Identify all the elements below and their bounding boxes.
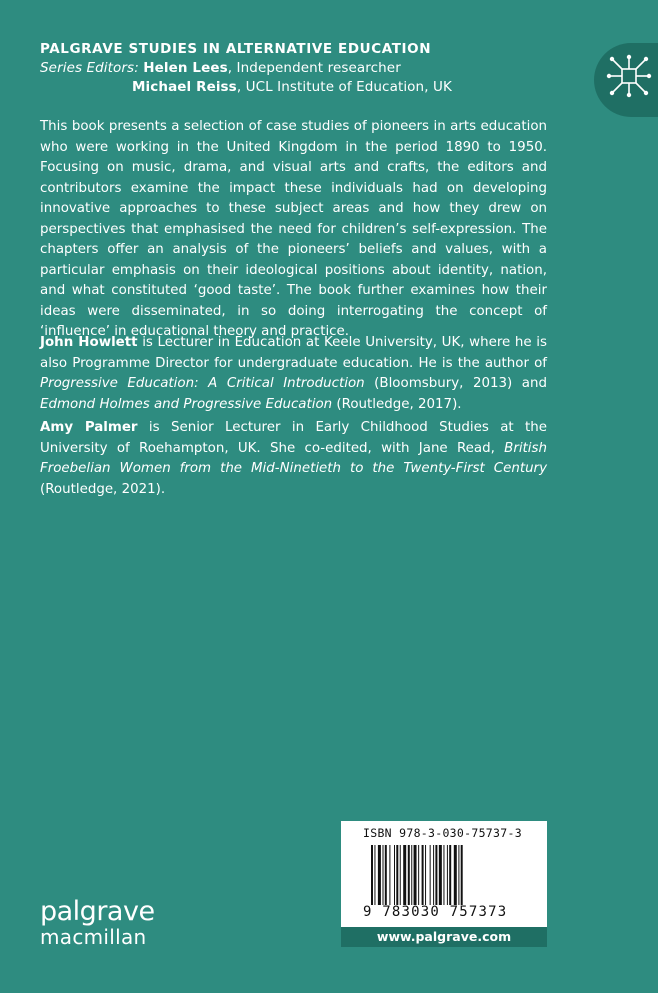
author-name-2: Amy Palmer	[40, 420, 138, 435]
author-bio-text: is Senior Lecturer in Early Childhood Studies at the University of Roehampton, UK. She co-edited, with Jane Read,	[40, 420, 547, 456]
series-editors-label: Series Editors:	[40, 60, 139, 76]
book-title: Progressive Education: A Critical Introduction	[40, 376, 365, 391]
barcode-box	[341, 821, 547, 927]
barcode-image	[371, 845, 521, 905]
series-info	[40, 40, 580, 97]
isbn-text: ISBN 978-3-030-75737-3	[363, 826, 522, 840]
book-title: British Froebelian Women from the Mid-Ninetieth to the Twenty-First Century	[40, 440, 547, 476]
editor-affiliation-1: , Independent researcher	[227, 60, 401, 76]
author-bio-text: is Lecturer in Education at Keele University, UK, where he is also Programme Director for undergraduate education. He is the author of	[40, 335, 547, 371]
book-blurb: This book presents a selection of case studies of pioneers in arts education who were working in the United Kingdom in the period 1890 to 1950. Focusing on music, drama, and visual arts and crafts, the editors and contributors examine the impact these individuals had on developing innovative approaches to these subject areas and how they drew on perspectives that emphasised the need for children’s self-expression. The chapters offer an analysis of the pioneers’ beliefs and values, with a particular emphasis on their ideological positions about identity, nation, and what constituted ‘good taste’. The book further examines how their ideas were disseminated, in so doing interrogating the concept of ‘influence’ in educational theory and practice.	[40, 119, 547, 339]
book-title: Edmond Holmes and Progressive Education	[40, 396, 333, 412]
author-bio-2	[40, 418, 547, 500]
publisher-url: www.palgrave.com	[341, 927, 547, 947]
series-editor-row-2	[40, 78, 580, 97]
series-logo-tab	[594, 43, 658, 117]
author-bio-text: (Routledge, 2017).	[332, 396, 462, 412]
publisher-logo	[40, 898, 155, 948]
author-bio-1	[40, 333, 547, 415]
author-name-1: John Howlett	[40, 335, 138, 350]
palgrave-network-icon	[606, 53, 652, 99]
author-bio-text: (Routledge, 2021).	[40, 481, 166, 497]
editor-affiliation-2: , UCL Institute of Education, UK	[236, 79, 452, 95]
author-bio-text: (Bloomsbury, 2013) and	[364, 376, 547, 391]
publisher-logo-line-2: macmillan	[40, 925, 147, 949]
editor-name-1: Helen Lees	[143, 60, 228, 76]
publisher-logo-line-1: palgrave	[40, 896, 155, 927]
series-title: PALGRAVE STUDIES IN ALTERNATIVE EDUCATION	[40, 41, 432, 57]
barcode-digits: 9 783030 757373	[363, 904, 508, 920]
editor-name-2: Michael Reiss	[132, 79, 237, 95]
series-editor-row-1	[40, 59, 580, 78]
